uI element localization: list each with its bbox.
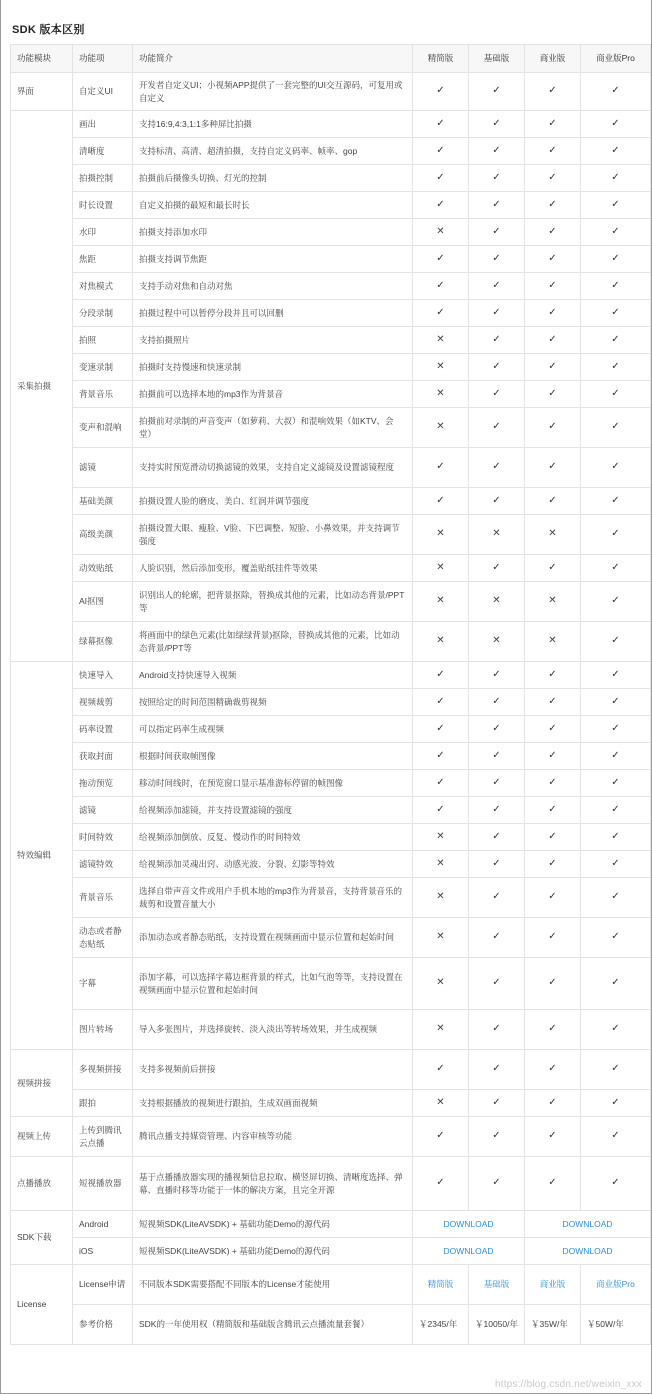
feature-desc-cell: 给视频添加灵魂出窍、动感光波、分裂、幻影等特效 — [133, 851, 413, 878]
check-icon: ✓ — [469, 743, 525, 770]
table-row — [11, 851, 651, 878]
check-icon: ✓ — [469, 246, 525, 273]
check-icon: ✓ — [413, 300, 469, 327]
check-icon: ✓ — [525, 1090, 581, 1117]
feature-item-cell: 参考价格 — [73, 1305, 133, 1345]
table-row — [11, 448, 651, 488]
table-row — [11, 381, 651, 408]
check-icon: ✓ — [581, 354, 651, 381]
check-icon: ✓ — [581, 1157, 651, 1211]
feature-desc-cell: 自定义拍摄的最短和最长时长 — [133, 192, 413, 219]
cross-icon: ✕ — [469, 582, 525, 622]
license-link[interactable]: 精简版 — [413, 1265, 469, 1305]
feature-desc-cell: 支持实时预览滑动切换滤镜的效果，支持自定义滤镜及设置滤镜程度 — [133, 448, 413, 488]
feature-desc-cell: 支持根据播放的视频进行跟拍，生成双画面视频 — [133, 1090, 413, 1117]
header-module: 功能模块 — [11, 45, 73, 73]
check-icon: ✓ — [525, 555, 581, 582]
table-row — [11, 300, 651, 327]
cross-icon: ✕ — [413, 824, 469, 851]
check-icon: ✓ — [581, 716, 651, 743]
feature-desc-cell: 支持标清、高清、超清拍摄，支持自定义码率、帧率、gop — [133, 138, 413, 165]
table-row — [11, 1265, 651, 1305]
check-icon: ✓ — [469, 918, 525, 958]
cross-icon: ✕ — [413, 622, 469, 662]
check-icon: ✓ — [413, 246, 469, 273]
check-icon: ✓ — [469, 327, 525, 354]
cross-icon: ✕ — [413, 1090, 469, 1117]
check-icon: ✓ — [525, 354, 581, 381]
feature-item-cell: AI抠图 — [73, 582, 133, 622]
module-cell: 视频上传 — [11, 1117, 73, 1157]
check-icon: ✓ — [525, 300, 581, 327]
feature-desc-cell: 拍摄前可以选择本地的mp3作为背景音 — [133, 381, 413, 408]
table-row — [11, 1157, 651, 1211]
check-icon: ✓ — [469, 851, 525, 878]
check-icon: ✓ — [581, 1010, 651, 1050]
feature-item-cell: 清晰度 — [73, 138, 133, 165]
check-icon: ✓ — [525, 1010, 581, 1050]
module-cell: 特效编辑 — [11, 662, 73, 1050]
feature-desc-cell: 短视频SDK(LiteAVSDK) + 基础功能Demo的源代码 — [133, 1211, 413, 1238]
check-icon: ✓ — [525, 273, 581, 300]
cross-icon: ✕ — [413, 515, 469, 555]
check-icon: ✓ — [469, 662, 525, 689]
feature-item-cell: 变速录制 — [73, 354, 133, 381]
feature-desc-cell: 拍摄过程中可以暂停分段并且可以回删 — [133, 300, 413, 327]
check-icon: ✓ — [525, 689, 581, 716]
feature-item-cell: iOS — [73, 1238, 133, 1265]
feature-item-cell: Android — [73, 1211, 133, 1238]
check-icon: ✓ — [581, 381, 651, 408]
cross-icon: ✕ — [413, 851, 469, 878]
feature-item-cell: 背景音乐 — [73, 381, 133, 408]
table-row — [11, 716, 651, 743]
table-row — [11, 958, 651, 1010]
feature-item-cell: 分段录制 — [73, 300, 133, 327]
cross-icon: ✕ — [413, 1010, 469, 1050]
cross-icon: ✕ — [413, 878, 469, 918]
feature-item-cell: 绿幕抠像 — [73, 622, 133, 662]
check-icon: ✓ — [581, 1090, 651, 1117]
check-icon: ✓ — [413, 797, 469, 824]
cross-icon: ✕ — [413, 354, 469, 381]
feature-desc-cell: 开发者自定义UI；小视频APP提供了一套完整的UI交互源码，可复用或自定义 — [133, 73, 413, 111]
check-icon: ✓ — [581, 273, 651, 300]
check-icon: ✓ — [469, 488, 525, 515]
feature-item-cell: 基础美颜 — [73, 488, 133, 515]
download-link[interactable]: DOWNLOAD — [413, 1211, 525, 1238]
check-icon: ✓ — [413, 73, 469, 111]
check-icon: ✓ — [469, 555, 525, 582]
check-icon: ✓ — [581, 662, 651, 689]
feature-desc-cell: 添加动态或者静态贴纸，支持设置在视频画面中显示位置和起始时间 — [133, 918, 413, 958]
check-icon: ✓ — [413, 273, 469, 300]
cross-icon: ✕ — [525, 515, 581, 555]
feature-item-cell: 滤镜 — [73, 448, 133, 488]
feature-desc-cell: 支持拍摄照片 — [133, 327, 413, 354]
license-link[interactable]: 商业版 — [525, 1265, 581, 1305]
feature-item-cell: 滤镜 — [73, 797, 133, 824]
table-row — [11, 219, 651, 246]
check-icon: ✓ — [469, 878, 525, 918]
feature-desc-cell: SDK的一年使用权（精简版和基础版含腾讯云点播流量套餐） — [133, 1305, 413, 1345]
watermark-text: https://blog.csdn.net/weixin_xxx — [494, 1379, 642, 1390]
table-row — [11, 327, 651, 354]
feature-desc-cell: 给视频添加滤镜，并支持设置滤镜的强度 — [133, 797, 413, 824]
feature-desc-cell: 不同版本SDK需要搭配不同版本的License才能使用 — [133, 1265, 413, 1305]
table-row — [11, 770, 651, 797]
feature-desc-cell: Android支持快速导入视频 — [133, 662, 413, 689]
feature-item-cell: 拍摄控制 — [73, 165, 133, 192]
table-row — [11, 515, 651, 555]
check-icon: ✓ — [581, 1050, 651, 1090]
cross-icon: ✕ — [413, 555, 469, 582]
feature-item-cell: 视频裁剪 — [73, 689, 133, 716]
price-cell: ￥2345/年 — [413, 1305, 469, 1345]
header-pro-plus: 商业版Pro — [581, 45, 651, 73]
feature-item-cell: 时长设置 — [73, 192, 133, 219]
check-icon: ✓ — [413, 488, 469, 515]
table-header-row — [11, 45, 651, 73]
feature-desc-cell: 拍摄设置大眼、瘦脸、V脸、下巴调整、短脸、小鼻效果，并支持调节强度 — [133, 515, 413, 555]
cross-icon: ✕ — [525, 622, 581, 662]
check-icon: ✓ — [581, 246, 651, 273]
feature-item-cell: 对焦模式 — [73, 273, 133, 300]
check-icon: ✓ — [469, 1117, 525, 1157]
check-icon: ✓ — [581, 515, 651, 555]
feature-desc-cell: 短视频SDK(LiteAVSDK) + 基础功能Demo的源代码 — [133, 1238, 413, 1265]
feature-desc-cell: 选择自带声音文件或用户手机本地的mp3作为背景音，支持背景音乐的裁剪和设置音量大小 — [133, 878, 413, 918]
header-lite: 精简版 — [413, 45, 469, 73]
feature-desc-cell: 人脸识别，然后添加变形，覆盖贴纸挂件等效果 — [133, 555, 413, 582]
check-icon: ✓ — [413, 165, 469, 192]
check-icon: ✓ — [581, 138, 651, 165]
check-icon: ✓ — [413, 770, 469, 797]
feature-desc-cell: 导入多张图片，并选择旋转、淡入淡出等转场效果，并生成视频 — [133, 1010, 413, 1050]
module-cell: 采集拍摄 — [11, 111, 73, 662]
feature-item-cell: 时间特效 — [73, 824, 133, 851]
table-row — [11, 408, 651, 448]
check-icon: ✓ — [581, 111, 651, 138]
check-icon: ✓ — [581, 327, 651, 354]
check-icon: ✓ — [469, 1050, 525, 1090]
feature-desc-cell: 添加字幕，可以选择字幕边框背景的样式，比如气泡等等，支持设置在视频画面中显示位置和起始时间 — [133, 958, 413, 1010]
check-icon: ✓ — [469, 73, 525, 111]
feature-desc-cell: 按照给定的时间范围精确裁剪视频 — [133, 689, 413, 716]
table-row — [11, 1117, 651, 1157]
check-icon: ✓ — [581, 555, 651, 582]
check-icon: ✓ — [581, 689, 651, 716]
module-cell: SDK下载 — [11, 1211, 73, 1265]
check-icon: ✓ — [469, 111, 525, 138]
download-link[interactable]: DOWNLOAD — [525, 1238, 651, 1265]
header-item: 功能项 — [73, 45, 133, 73]
module-cell: 点播播放 — [11, 1157, 73, 1211]
module-cell: License — [11, 1265, 73, 1345]
feature-item-cell: 码率设置 — [73, 716, 133, 743]
check-icon: ✓ — [469, 1157, 525, 1211]
cross-icon: ✕ — [525, 582, 581, 622]
table-row — [11, 488, 651, 515]
feature-item-cell: 画出 — [73, 111, 133, 138]
table-row — [11, 138, 651, 165]
check-icon: ✓ — [413, 1117, 469, 1157]
check-icon: ✓ — [525, 878, 581, 918]
feature-desc-cell: 拍摄前对录制的声音变声（如萝莉、大叔）和混响效果（如KTV、会堂） — [133, 408, 413, 448]
price-cell: ￥50W/年 — [581, 1305, 651, 1345]
check-icon: ✓ — [469, 958, 525, 1010]
feature-item-cell: 拖动预览 — [73, 770, 133, 797]
table-row — [11, 73, 651, 111]
feature-item-cell: 跟拍 — [73, 1090, 133, 1117]
feature-item-cell: 动态或者静态贴纸 — [73, 918, 133, 958]
check-icon: ✓ — [525, 327, 581, 354]
table-row — [11, 662, 651, 689]
cross-icon: ✕ — [413, 381, 469, 408]
check-icon: ✓ — [469, 219, 525, 246]
check-icon: ✓ — [413, 448, 469, 488]
feature-item-cell: 背景音乐 — [73, 878, 133, 918]
check-icon: ✓ — [469, 448, 525, 488]
cross-icon: ✕ — [413, 918, 469, 958]
license-link[interactable]: 商业版Pro — [581, 1265, 651, 1305]
check-icon: ✓ — [581, 582, 651, 622]
feature-item-cell: 短视播放器 — [73, 1157, 133, 1211]
check-icon: ✓ — [525, 851, 581, 878]
price-cell: ￥35W/年 — [525, 1305, 581, 1345]
table-row — [11, 1050, 651, 1090]
check-icon: ✓ — [525, 381, 581, 408]
check-icon: ✓ — [469, 273, 525, 300]
table-body — [11, 73, 651, 1345]
feature-item-cell: 字幕 — [73, 958, 133, 1010]
check-icon: ✓ — [581, 622, 651, 662]
check-icon: ✓ — [581, 488, 651, 515]
feature-desc-cell: 拍摄支持添加水印 — [133, 219, 413, 246]
check-icon: ✓ — [581, 1117, 651, 1157]
check-icon: ✓ — [525, 448, 581, 488]
cross-icon: ✕ — [469, 622, 525, 662]
download-link[interactable]: DOWNLOAD — [413, 1238, 525, 1265]
check-icon: ✓ — [413, 689, 469, 716]
header-desc: 功能简介 — [133, 45, 413, 73]
table-row — [11, 192, 651, 219]
table-row — [11, 273, 651, 300]
feature-item-cell: 快速导入 — [73, 662, 133, 689]
check-icon: ✓ — [525, 111, 581, 138]
check-icon: ✓ — [469, 165, 525, 192]
feature-item-cell: License申请 — [73, 1265, 133, 1305]
license-link[interactable]: 基础版 — [469, 1265, 525, 1305]
feature-item-cell: 水印 — [73, 219, 133, 246]
feature-desc-cell: 支持16:9,4:3,1:1多种屏比拍摄 — [133, 111, 413, 138]
check-icon: ✓ — [581, 743, 651, 770]
table-row — [11, 582, 651, 622]
check-icon: ✓ — [469, 824, 525, 851]
check-icon: ✓ — [525, 73, 581, 111]
check-icon: ✓ — [525, 1050, 581, 1090]
table-row — [11, 878, 651, 918]
feature-desc-cell: 根据时间获取帧图像 — [133, 743, 413, 770]
check-icon: ✓ — [525, 958, 581, 1010]
module-cell: 视频拼接 — [11, 1050, 73, 1117]
check-icon: ✓ — [413, 138, 469, 165]
cross-icon: ✕ — [413, 958, 469, 1010]
table-row — [11, 111, 651, 138]
check-icon: ✓ — [469, 797, 525, 824]
check-icon: ✓ — [581, 73, 651, 111]
feature-item-cell: 滤镜特效 — [73, 851, 133, 878]
table-row — [11, 824, 651, 851]
table-row — [11, 1010, 651, 1050]
check-icon: ✓ — [525, 716, 581, 743]
table-row — [11, 246, 651, 273]
feature-desc-cell: 基于点播播放器实现的播视频信息拉取、横竖屏切换、清晰度选择、弹幕、直播时移等功能于一体的解决方案，且完全开源 — [133, 1157, 413, 1211]
check-icon: ✓ — [469, 689, 525, 716]
feature-desc-cell: 识别出人的轮廓，把背景抠除，替换成其他的元素，比如动态背景/PPT等 — [133, 582, 413, 622]
table-row — [11, 1211, 651, 1238]
check-icon: ✓ — [581, 918, 651, 958]
feature-desc-cell: 拍摄支持调节焦距 — [133, 246, 413, 273]
check-icon: ✓ — [581, 878, 651, 918]
check-icon: ✓ — [525, 662, 581, 689]
check-icon: ✓ — [525, 1117, 581, 1157]
table-row — [11, 555, 651, 582]
feature-item-cell: 上传到腾讯云点播 — [73, 1117, 133, 1157]
check-icon: ✓ — [469, 716, 525, 743]
cross-icon: ✕ — [413, 408, 469, 448]
check-icon: ✓ — [525, 408, 581, 448]
check-icon: ✓ — [469, 408, 525, 448]
sdk-version-table — [10, 44, 651, 1345]
check-icon: ✓ — [469, 1090, 525, 1117]
feature-desc-cell: 拍摄前后摄像头切换、灯光的控制 — [133, 165, 413, 192]
check-icon: ✓ — [525, 824, 581, 851]
feature-desc-cell: 拍摄时支持慢速和快速录制 — [133, 354, 413, 381]
check-icon: ✓ — [469, 138, 525, 165]
feature-desc-cell: 腾讯点播支持媒资管理、内容审核等功能 — [133, 1117, 413, 1157]
check-icon: ✓ — [581, 165, 651, 192]
check-icon: ✓ — [525, 192, 581, 219]
feature-item-cell: 拍照 — [73, 327, 133, 354]
feature-item-cell: 焦距 — [73, 246, 133, 273]
feature-desc-cell: 可以指定码率生成视频 — [133, 716, 413, 743]
check-icon: ✓ — [581, 797, 651, 824]
check-icon: ✓ — [525, 743, 581, 770]
header-pro: 商业版 — [525, 45, 581, 73]
table-row — [11, 1305, 651, 1345]
check-icon: ✓ — [525, 770, 581, 797]
check-icon: ✓ — [469, 300, 525, 327]
feature-desc-cell: 移动时间线时，在预览窗口显示基准游标停留的帧图像 — [133, 770, 413, 797]
feature-item-cell: 图片转场 — [73, 1010, 133, 1050]
check-icon: ✓ — [581, 448, 651, 488]
table-row — [11, 354, 651, 381]
cross-icon: ✕ — [469, 515, 525, 555]
check-icon: ✓ — [413, 192, 469, 219]
check-icon: ✓ — [413, 743, 469, 770]
check-icon: ✓ — [469, 381, 525, 408]
check-icon: ✓ — [469, 192, 525, 219]
cross-icon: ✕ — [413, 327, 469, 354]
feature-item-cell: 获取封面 — [73, 743, 133, 770]
module-cell: 界面 — [11, 73, 73, 111]
check-icon: ✓ — [525, 488, 581, 515]
check-icon: ✓ — [525, 797, 581, 824]
check-icon: ✓ — [469, 354, 525, 381]
check-icon: ✓ — [525, 246, 581, 273]
check-icon: ✓ — [413, 716, 469, 743]
check-icon: ✓ — [581, 824, 651, 851]
feature-desc-cell: 支持多视频前后拼接 — [133, 1050, 413, 1090]
feature-desc-cell: 给视频添加倒放、反复、慢动作的时间特效 — [133, 824, 413, 851]
check-icon: ✓ — [581, 851, 651, 878]
check-icon: ✓ — [581, 300, 651, 327]
table-row — [11, 1238, 651, 1265]
check-icon: ✓ — [413, 662, 469, 689]
check-icon: ✓ — [413, 1157, 469, 1211]
header-basic: 基础版 — [469, 45, 525, 73]
feature-item-cell: 动效贴纸 — [73, 555, 133, 582]
table-row — [11, 1090, 651, 1117]
check-icon: ✓ — [469, 1010, 525, 1050]
price-cell: ￥10050/年 — [469, 1305, 525, 1345]
download-link[interactable]: DOWNLOAD — [525, 1211, 651, 1238]
cross-icon: ✕ — [413, 219, 469, 246]
feature-desc-cell: 拍摄设置人脸的磨皮、美白、红润并调节强度 — [133, 488, 413, 515]
cross-icon: ✕ — [413, 582, 469, 622]
check-icon: ✓ — [525, 219, 581, 246]
check-icon: ✓ — [413, 1050, 469, 1090]
table-row — [11, 918, 651, 958]
table-row — [11, 743, 651, 770]
feature-item-cell: 多视频拼接 — [73, 1050, 133, 1090]
check-icon: ✓ — [413, 111, 469, 138]
table-row — [11, 797, 651, 824]
check-icon: ✓ — [525, 918, 581, 958]
feature-desc-cell: 将画面中的绿色元素(比如绿绿背景)抠除，替换成其他的元素，比如动态背景/PPT等 — [133, 622, 413, 662]
check-icon: ✓ — [581, 770, 651, 797]
check-icon: ✓ — [581, 192, 651, 219]
check-icon: ✓ — [525, 1157, 581, 1211]
table-row — [11, 622, 651, 662]
check-icon: ✓ — [581, 219, 651, 246]
check-icon: ✓ — [525, 165, 581, 192]
feature-item-cell: 自定义UI — [73, 73, 133, 111]
check-icon: ✓ — [581, 408, 651, 448]
check-icon: ✓ — [525, 138, 581, 165]
feature-desc-cell: 支持手动对焦和自动对焦 — [133, 273, 413, 300]
feature-item-cell: 高级美颜 — [73, 515, 133, 555]
table-row — [11, 165, 651, 192]
check-icon: ✓ — [469, 770, 525, 797]
feature-item-cell: 变声和混响 — [73, 408, 133, 448]
table-row — [11, 689, 651, 716]
check-icon: ✓ — [581, 958, 651, 1010]
page-title: SDK 版本区别 — [12, 24, 85, 36]
